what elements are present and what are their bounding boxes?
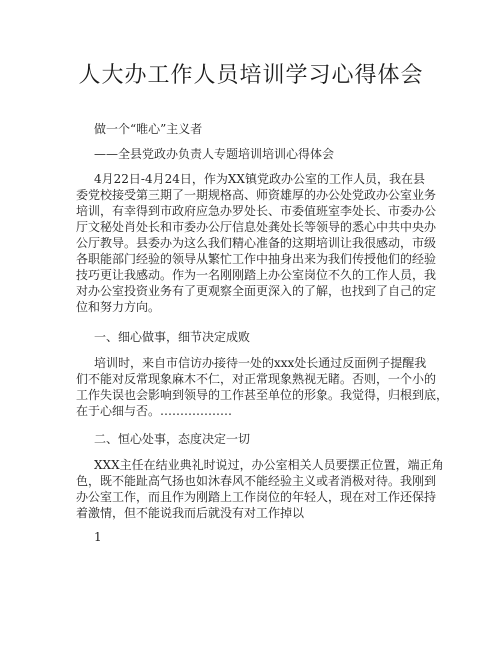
section-heading: 一、细心做事，细节决定成败 [94, 330, 251, 344]
paragraph-line: 技巧更让我感动。作为一名刚刚踏上办公室岗位不久的工作人员，我 [76, 268, 437, 282]
paragraph-line: 培训时，来自市信访办接待一处的xxx处长通过反面例子提醒我 [94, 356, 427, 370]
subtitle: 做一个“唯心”主义者 [94, 122, 203, 136]
paragraph-line: 色，既不能趾高气扬也如沐春风不能经验主义或者消极对待。我刚到 [76, 474, 437, 488]
document-title: 人大办工作人员培训学习心得体会 [78, 63, 424, 88]
paragraph-line: XXX主任在结业典礼时说过，办公室相关人员要摆正位置，端正角 [94, 458, 444, 472]
paragraph-line: 们不能对反常现象麻木不仁，对正常现象熟视无睹。否则，一个小的 [76, 372, 437, 386]
section-heading: 二、恒心处事，态度决定一切 [94, 432, 251, 446]
paragraph-line: 工作失误也会影响到领导的工作甚至单位的形象。我觉得，归根到底， [76, 388, 449, 402]
paragraph-line: 4月22日-4月24日，作为XX镇党政办公室的工作人员，我在县 [94, 172, 425, 186]
paragraph-line: 公厅教导。县委办为这么我们精心准备的这期培训让我很感动，市级 [76, 236, 437, 250]
byline: ——全县党政办负责人专题培训培训心得体会 [94, 147, 335, 161]
paragraph-line: 位和努力方向。 [76, 300, 161, 314]
paragraph-line: 在于心细与否。……………… [76, 404, 233, 418]
paragraph-line: 办公室工作，而且作为刚踏上工作岗位的年轻人，现在对工作还保持 [76, 490, 437, 504]
paragraph-line: 各职能部门经验的领导从繁忙工作中抽身出来为我们传授他们的经验 [76, 252, 437, 266]
paragraph-line: 厅文秘处肖处长和市委办公厅信息处龚处长等领导的悉心中共中央办 [76, 220, 437, 234]
paragraph-line: 培训，有幸得到市政府应急办罗处长、市委值班室李处长、市委办公 [76, 204, 437, 218]
paragraph-line: 对办公室投资业务有了更观察全面更深入的了解，也找到了自己的定 [76, 284, 437, 298]
paragraph-line: 委党校接受第三期了一期规格高、师资雄厚的办公处党政办公室业务 [76, 188, 437, 202]
paragraph-line: 着激情，但不能说我而后就没有对工作掉以 [76, 506, 305, 520]
page-number: 1 [94, 530, 102, 544]
